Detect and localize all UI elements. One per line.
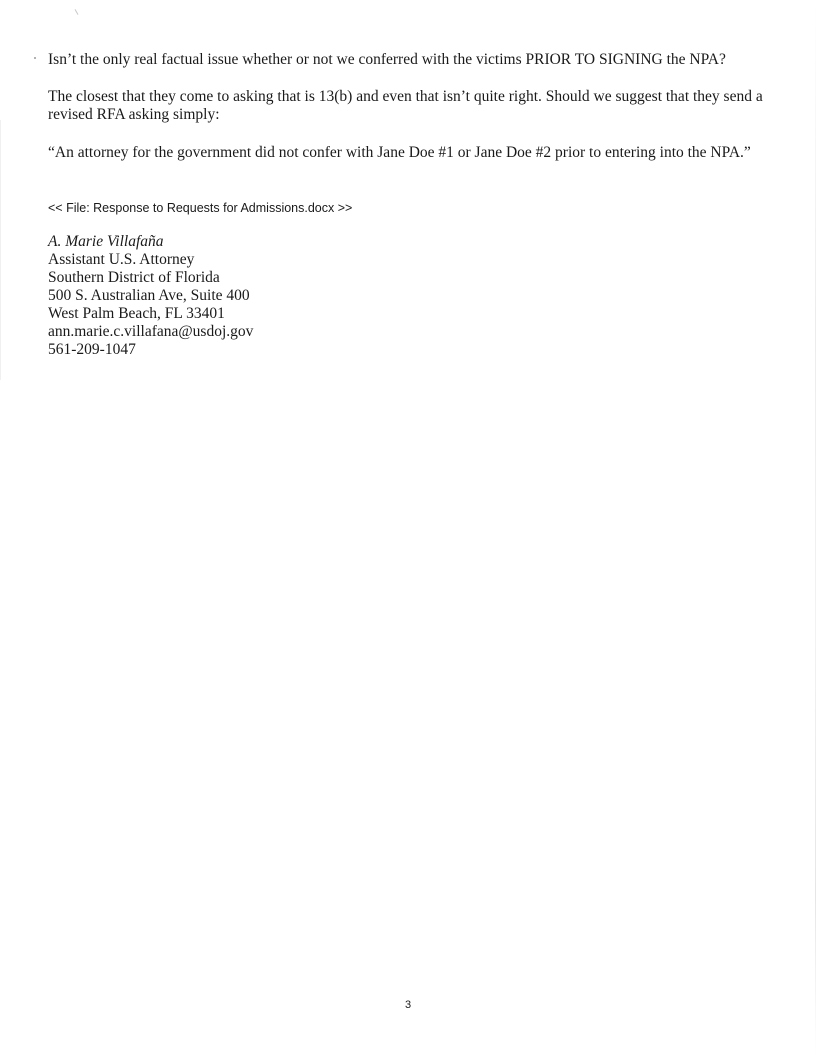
signature-block	[48, 233, 253, 359]
page-number: 3	[404, 999, 412, 1011]
body-paragraph-suggestion: The closest that they come to asking that is 13(b) and even that isn’t quite right. Should we suggest that they send a revised RFA asking simply:	[48, 88, 763, 123]
body-paragraph-proposed-rfa: “An attorney for the government did not confer with Jane Doe #1 or Jane Doe #2 prior to entering into the NPA.”	[48, 144, 751, 161]
signature-name: A. Marie Villafaña	[48, 233, 164, 250]
scan-artifact-dot	[34, 57, 36, 59]
attachment-reference: << File: Response to Requests for Admissions.docx >>	[48, 201, 353, 215]
signature-city: West Palm Beach, FL 33401	[48, 305, 225, 322]
signature-email: ann.marie.c.villafana@usdoj.gov	[48, 323, 254, 340]
signature-street: 500 S. Australian Ave, Suite 400	[48, 287, 250, 304]
scan-artifact-mark	[75, 9, 79, 15]
body-paragraph-question: Isn’t the only real factual issue whether or not we conferred with the victims PRIOR TO SIGNING the NPA?	[48, 51, 726, 68]
scan-left-edge	[0, 120, 1, 380]
signature-phone: 561-209-1047	[48, 341, 136, 358]
signature-office: Southern District of Florida	[48, 269, 220, 286]
signature-title: Assistant U.S. Attorney	[48, 251, 195, 268]
